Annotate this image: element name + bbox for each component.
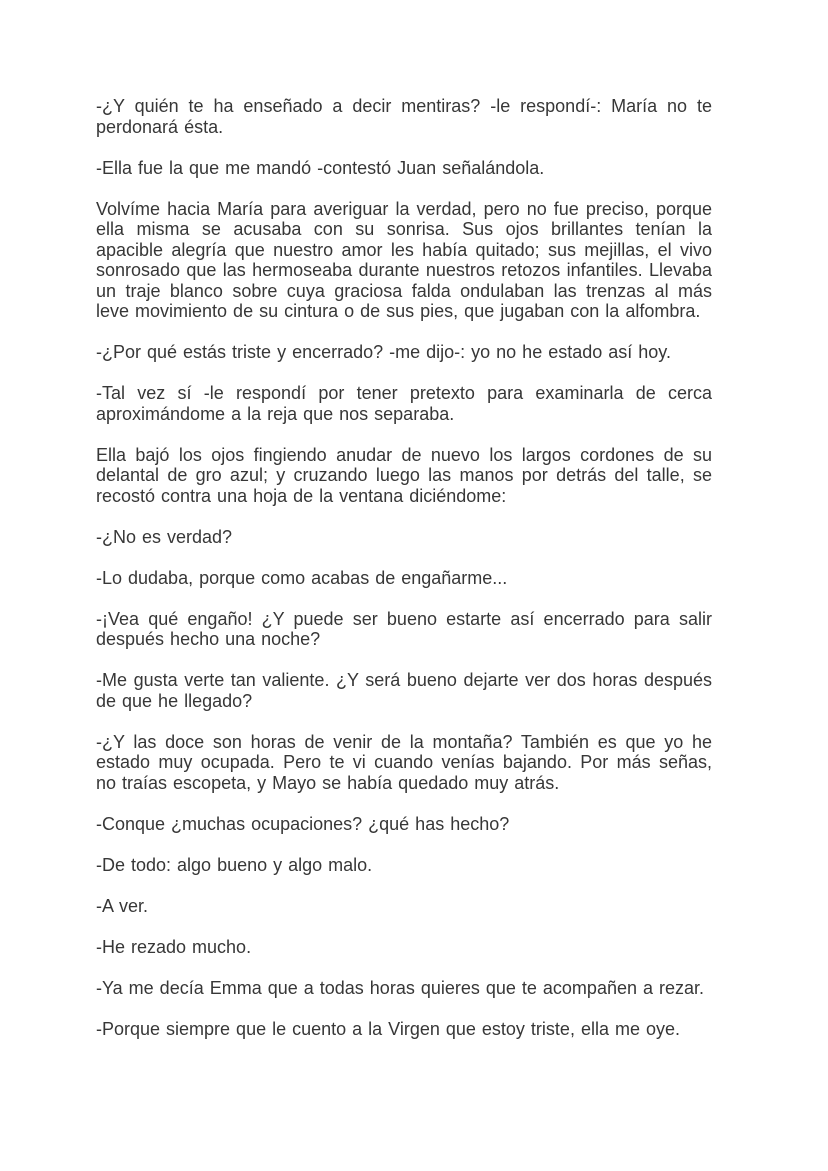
paragraph: -A ver.: [96, 895, 149, 916]
paragraph: -Ella fue la que me mandó -contestó Juan señalándola.: [96, 157, 545, 178]
paragraph: Volvíme hacia María para averiguar la verdad, pero no fue preciso, porque ella misma se acusaba con su sonrisa. Sus ojos brillantes tenían la apacible alegría que nuestro amor les había quitado; sus mejillas, el vivo sonrosado que las hermoseaba durante nuestros retozos infantiles. Llevaba un traje blanco sobre cuya graciosa falda ondulaban las trenzas al más leve movimiento de su cintura o de sus pies, que jugaban con la alfombra.: [96, 198, 712, 321]
paragraph: -Porque siempre que le cuento a la Virgen que estoy triste, ella me oye.: [96, 1018, 680, 1039]
paragraph: -He rezado mucho.: [96, 936, 252, 957]
paragraph: -Ya me decía Emma que a todas horas quieres que te acompañen a rezar.: [96, 977, 705, 998]
paragraph: -¿Por qué estás triste y encerrado? -me dijo-: yo no he estado así hoy.: [96, 342, 671, 362]
paragraph: -¿No es verdad?: [96, 526, 233, 547]
paragraph: -Me gusta verte tan valiente. ¿Y será bueno dejarte ver dos horas después de que he llegado?: [96, 670, 712, 711]
paragraph: -¿Y quién te ha enseñado a decir mentiras? -le respondí-: María no te perdonará ésta.: [96, 96, 712, 137]
paragraph: -¡Vea qué engaño! ¿Y puede ser bueno estarte así encerrado para salir después hecho una noche?: [96, 608, 712, 649]
paragraph: -De todo: algo bueno y algo malo.: [96, 854, 373, 875]
paragraph: -Conque ¿muchas ocupaciones? ¿qué has hecho?: [96, 813, 510, 834]
paragraph: -Lo dudaba, porque como acabas de engañarme...: [96, 567, 508, 588]
paragraph: -Tal vez sí -le respondí por tener pretexto para examinarla de cerca aproximándome a la reja que nos separaba.: [96, 383, 712, 424]
paragraph: -¿Y las doce son horas de venir de la montaña? También es que yo he estado muy ocupada. Pero te vi cuando venías bajando. Por más señas, no traías escopeta, y Mayo se había quedado muy atrás.: [96, 731, 712, 793]
paragraph: Ella bajó los ojos fingiendo anudar de nuevo los largos cordones de su delantal de gro azul; y cruzando luego las manos por detrás del talle, se recostó contra una hoja de la ventana diciéndome:: [96, 444, 712, 506]
